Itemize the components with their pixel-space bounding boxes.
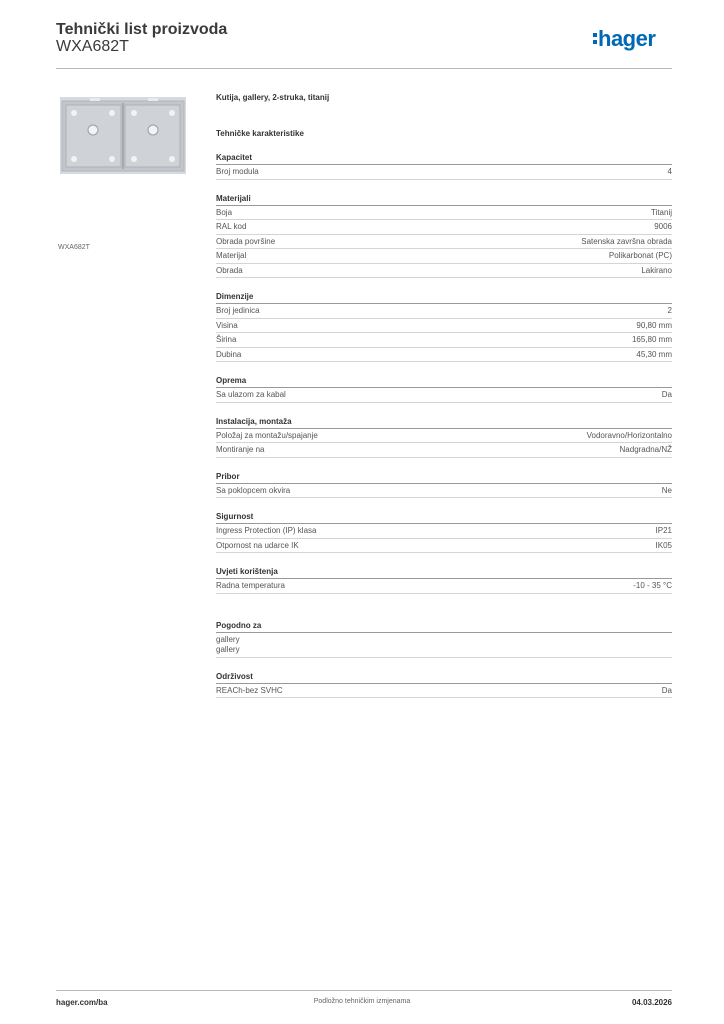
spec-label: REACh-bez SVHC (216, 685, 283, 695)
spec-label: Boja (216, 207, 233, 217)
spec-row (216, 304, 672, 319)
section-title: Pogodno za (216, 620, 672, 633)
spec-row (216, 524, 672, 539)
spec-value: IP21 (655, 526, 672, 535)
spec-label: Visina (216, 320, 238, 330)
footer-note: Podložno tehničkim izmjenama (313, 998, 411, 1005)
spec-sections (216, 152, 672, 594)
spec-row (216, 579, 672, 594)
spec-label: Dubina (216, 349, 242, 359)
spec-label: Položaj za montažu/spajanje (216, 430, 318, 440)
spec-section (216, 291, 672, 362)
section-title: Održivost (216, 671, 672, 684)
spec-row (216, 206, 672, 221)
spec-value: Vodoravno/Horizontalno (586, 430, 672, 440)
spec-row (216, 539, 672, 554)
spec-label: Sa poklopcem okvira (216, 485, 291, 495)
spec-label: Širina (216, 335, 237, 344)
spec-label: Montiranje na (216, 445, 265, 454)
section-title: Instalacija, montaža (216, 416, 672, 429)
spec-content (216, 93, 672, 698)
spec-value: Titanij (650, 207, 672, 217)
spec-row (216, 484, 672, 499)
suitable-section (216, 620, 672, 658)
section-title: Uvjeti korištenja (216, 566, 672, 579)
spec-section (216, 152, 672, 180)
spec-row (216, 348, 672, 363)
spec-row (216, 429, 672, 444)
page-title: Tehnički list proizvoda (56, 21, 228, 38)
sustainability-section (216, 671, 672, 699)
spec-value: Satenska završna obrada (581, 236, 672, 246)
spec-value: 90,80 mm (636, 320, 672, 330)
suitable-item: gallery (216, 644, 240, 654)
spec-section (216, 471, 672, 499)
section-title: Pribor (216, 471, 672, 484)
spec-value: IK05 (655, 540, 672, 550)
spec-value: Da (661, 685, 672, 695)
image-caption: WXA682T (58, 244, 90, 251)
spec-label: Broj modula (216, 167, 259, 176)
spec-row (216, 684, 672, 699)
spec-row (216, 264, 672, 279)
spec-section (216, 511, 672, 553)
spec-value: -10 - 35 °C (633, 581, 672, 590)
spec-value: 9006 (654, 222, 672, 231)
spec-section (216, 566, 672, 594)
footer-divider (56, 990, 672, 991)
spec-label: Broj jedinica (216, 306, 260, 315)
spec-value: 2 (667, 306, 672, 315)
section-title: Oprema (216, 375, 672, 388)
spec-value: Da (661, 390, 672, 399)
section-title: Materijali (216, 193, 672, 206)
spec-label: Otpornost na udarce IK (216, 540, 299, 550)
spec-row (216, 319, 672, 334)
spec-value: 4 (667, 167, 672, 176)
section-title: Sigurnost (216, 511, 672, 524)
product-name: Kutija, gallery, 2-struka, titanij (216, 93, 330, 102)
suitable-item: gallery (216, 634, 240, 644)
spec-value: Ne (661, 485, 672, 495)
product-code: WXA682T (56, 38, 129, 55)
footer-website: hager.com/ba (56, 998, 108, 1007)
spec-row (216, 388, 672, 403)
specs-title: Tehničke karakteristike (216, 129, 304, 138)
logo-text: hager (598, 26, 656, 51)
section-title: Kapacitet (216, 152, 672, 165)
spec-row (216, 249, 672, 264)
spec-value: 165,80 mm (631, 335, 672, 344)
spec-label: Materijal (216, 251, 247, 260)
header-divider (56, 68, 672, 69)
product-image (60, 97, 186, 174)
spec-row (216, 235, 672, 250)
section-title: Dimenzije (216, 291, 672, 304)
spec-row (216, 165, 672, 180)
hager-logo (593, 26, 675, 56)
spec-label: RAL kod (216, 222, 247, 231)
spec-row (216, 443, 672, 458)
spec-label: Obrada (216, 265, 243, 275)
spec-label: Radna temperatura (216, 581, 285, 590)
spec-label: Ingress Protection (IP) klasa (216, 526, 317, 535)
spec-label: Obrada površine (216, 236, 276, 246)
spec-value: Lakirano (641, 265, 672, 275)
spec-value: Nadgradna/NŽ (619, 445, 672, 454)
suitable-list (216, 633, 672, 658)
spec-label: Sa ulazom za kabal (216, 390, 286, 399)
spec-section (216, 375, 672, 403)
footer-date: 04.03.2026 (631, 998, 672, 1007)
spec-row (216, 220, 672, 235)
spec-row (216, 333, 672, 348)
spec-section (216, 416, 672, 458)
spec-value: Polikarbonat (PC) (608, 251, 672, 260)
spec-value: 45,30 mm (636, 349, 672, 359)
spec-section (216, 193, 672, 279)
